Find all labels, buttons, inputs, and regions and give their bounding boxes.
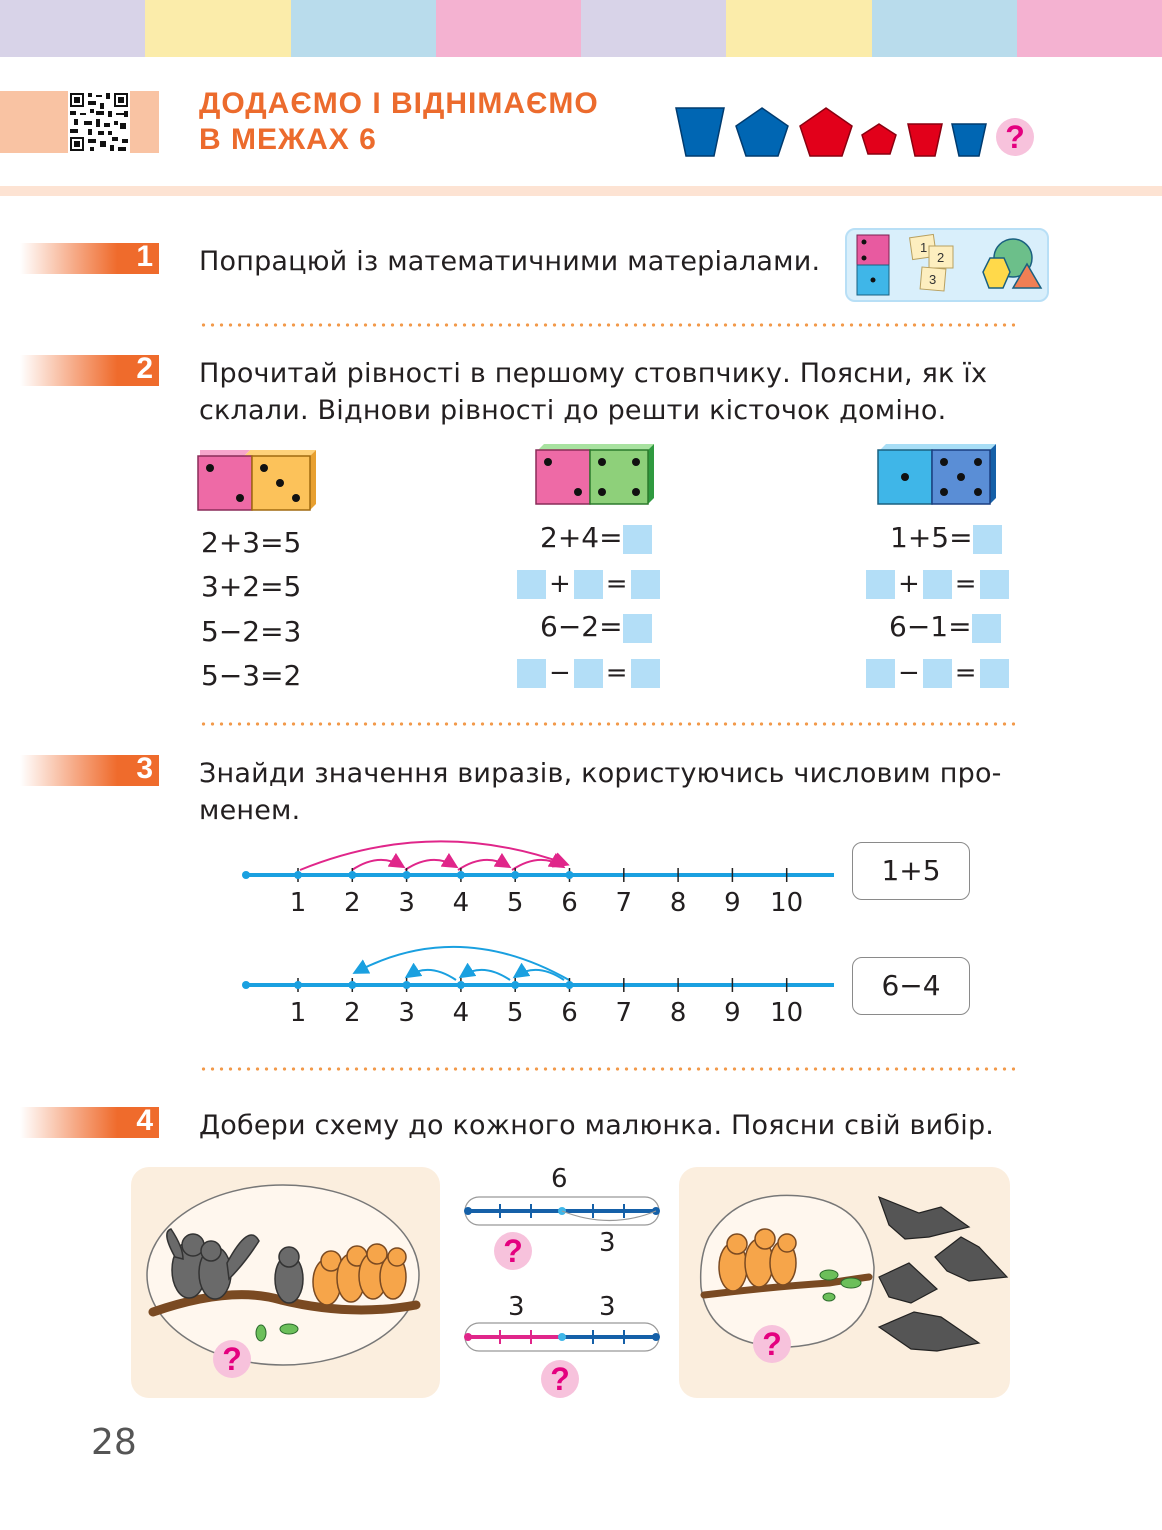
page-title-line1: ДОДАЄМО І ВІДНІМАЄМО — [199, 87, 599, 120]
task-1-number: 1 — [136, 240, 153, 273]
header-stripe — [145, 0, 290, 57]
domino-icon — [857, 235, 889, 295]
task-3-text — [199, 755, 1019, 829]
answer-box[interactable] — [923, 659, 952, 688]
number-line-point — [294, 981, 302, 989]
task-3-marker — [20, 752, 159, 786]
scheme-1-diagram — [460, 1194, 664, 1230]
expression-box-1: 1+5 — [852, 842, 970, 900]
number-line-point — [457, 981, 465, 989]
task-2-text — [199, 355, 1019, 429]
answer-box[interactable] — [623, 525, 652, 554]
page-title — [199, 86, 599, 158]
number-line-label: 8 — [669, 998, 687, 1028]
number-line-point — [457, 871, 465, 879]
task-3-text-line2: менем. — [199, 795, 301, 826]
number-line-point — [403, 981, 411, 989]
small-red-trapezoid-shape — [908, 124, 942, 156]
qr-code[interactable] — [68, 91, 130, 153]
header-stripe — [872, 0, 1017, 57]
number-line-point — [403, 871, 411, 879]
birds-picture-card-1[interactable] — [131, 1167, 440, 1398]
red-pentagon-shape — [800, 108, 852, 156]
question-mark-4: ? — [753, 1325, 791, 1363]
scheme-2-diagram — [460, 1320, 664, 1356]
task-4-marker — [20, 1104, 159, 1138]
equation-col1-2: 3+2=5 — [201, 570, 302, 603]
equation-col2-4 — [517, 655, 660, 690]
minus-sign: − — [898, 658, 920, 688]
answer-box[interactable] — [574, 659, 603, 688]
number-line-label: 7 — [615, 998, 633, 1028]
domino-1-5 — [876, 440, 1002, 508]
task-1-marker — [20, 240, 159, 274]
task-2-text-line2: склали. Віднови рівності до решти кісточок доміно. — [199, 395, 947, 426]
header-stripe — [291, 0, 436, 57]
plus-sign: + — [549, 569, 571, 599]
answer-box[interactable] — [980, 659, 1009, 688]
answer-box[interactable] — [631, 659, 660, 688]
equation-col3-2 — [866, 566, 1009, 601]
equation-col2-2 — [517, 566, 660, 601]
geometric-shapes-icon — [983, 239, 1041, 288]
equation-col2-3-text: 6−2= — [540, 610, 623, 643]
answer-box[interactable] — [623, 614, 652, 643]
number-line-label: 5 — [506, 888, 524, 918]
number-line-label: 2 — [344, 998, 361, 1028]
header-divider — [0, 186, 1162, 196]
birds-flying-away-illustration — [679, 1167, 1010, 1398]
number-line-label: 1 — [289, 888, 307, 918]
question-mark-1: ? — [213, 1340, 251, 1378]
header-stripe — [436, 0, 581, 57]
blue-trapezoid-shape — [676, 108, 724, 156]
divider-dots-2 — [199, 722, 1015, 726]
scheme-2-right: 3 — [599, 1292, 616, 1322]
equals-sign: = — [605, 569, 628, 599]
number-line-point — [511, 871, 519, 879]
answer-box[interactable] — [866, 659, 895, 688]
svg-text:2: 2 — [937, 250, 945, 265]
number-line-point — [348, 871, 356, 879]
task-2-number: 2 — [136, 352, 153, 385]
question-mark-3: ? — [541, 1360, 579, 1398]
answer-box[interactable] — [517, 659, 546, 688]
equation-col2-1 — [540, 521, 652, 555]
domino-2-4 — [534, 440, 660, 508]
equation-col3-3-text: 6−1= — [889, 610, 972, 643]
number-line-label: 1 — [289, 998, 307, 1028]
header-stripe — [581, 0, 726, 57]
task-2-marker — [20, 352, 159, 386]
answer-box[interactable] — [866, 570, 895, 599]
equation-col2-3 — [540, 610, 652, 644]
answer-box[interactable] — [980, 570, 1009, 599]
divider-dots-1 — [199, 323, 1015, 327]
number-line-point — [348, 981, 356, 989]
number-line-label: 4 — [452, 888, 470, 918]
scheme-1-total: 6 — [551, 1164, 568, 1194]
number-line-label: 10 — [770, 888, 804, 918]
blue-pentagon-shape — [736, 108, 788, 156]
answer-box[interactable] — [973, 525, 1002, 554]
number-line-1 — [236, 826, 842, 922]
page-title-line2: В МЕЖАХ 6 — [199, 123, 377, 156]
equation-col2-1-text: 2+4= — [540, 521, 623, 554]
header-stripe — [1017, 0, 1162, 57]
small-blue-trapezoid-shape — [952, 124, 986, 156]
number-line-label: 4 — [452, 998, 470, 1028]
equals-sign: = — [954, 658, 977, 688]
number-line-label: 2 — [344, 888, 361, 918]
header-color-stripes — [0, 0, 1162, 57]
expression-box-2: 6−4 — [852, 957, 970, 1015]
answer-box[interactable] — [631, 570, 660, 599]
number-line-point — [294, 871, 302, 879]
number-line-label: 6 — [561, 888, 578, 918]
answer-box[interactable] — [574, 570, 603, 599]
equation-col3-3 — [889, 610, 1001, 644]
divider-dots-3 — [199, 1067, 1015, 1071]
number-line-label: 5 — [506, 998, 524, 1028]
svg-text:3: 3 — [929, 272, 937, 287]
schemes-group — [460, 1162, 664, 1398]
number-line-point — [566, 981, 574, 989]
equation-col1-3: 5−2=3 — [201, 615, 302, 648]
svg-text:1: 1 — [920, 240, 928, 255]
header-stripe — [726, 0, 871, 57]
scheme-1-part: 3 — [599, 1228, 616, 1258]
number-line-label: 3 — [398, 888, 415, 918]
number-line-point — [511, 981, 519, 989]
number-line-label: 9 — [724, 888, 741, 918]
answer-box[interactable] — [517, 570, 546, 599]
task-4-text: Добери схему до кожного малюнка. Поясни свій вибір. — [199, 1110, 995, 1141]
equation-col3-1-text: 1+5= — [890, 521, 973, 554]
header-help-mark: ? — [996, 118, 1034, 156]
number-cards-icon — [910, 234, 953, 291]
domino-2-3 — [196, 446, 322, 514]
shape-sequence — [672, 104, 1044, 160]
task-3-number: 3 — [136, 752, 153, 785]
header-stripe — [0, 0, 145, 57]
equation-col1-4: 5−3=2 — [201, 659, 302, 692]
materials-card[interactable] — [845, 228, 1049, 302]
task-2-text-line1: Прочитай рівності в першому стовпчику. Поясни, як їх — [199, 358, 988, 389]
question-mark-2: ? — [494, 1232, 532, 1270]
equation-col1-1: 2+3=5 — [201, 526, 302, 559]
equation-col3-1 — [890, 521, 1002, 555]
scheme-2-left: 3 — [508, 1292, 525, 1322]
number-line-label: 8 — [669, 888, 687, 918]
equals-sign: = — [954, 569, 977, 599]
task-3-text-line1: Знайди значення виразів, користуючись числовим про- — [199, 758, 1002, 789]
birds-picture-card-2[interactable] — [679, 1167, 1010, 1398]
number-line-label: 9 — [724, 998, 741, 1028]
page-number: 28 — [91, 1422, 137, 1463]
number-line-2 — [236, 936, 842, 1032]
small-red-pentagon-shape — [862, 124, 896, 154]
number-line-point — [566, 871, 574, 879]
materials-illustration — [847, 230, 1047, 300]
birds-on-branch-illustration — [131, 1167, 440, 1398]
minus-sign: − — [549, 658, 571, 688]
number-line-label: 7 — [615, 888, 633, 918]
plus-sign: + — [898, 569, 920, 599]
number-line-label: 10 — [770, 998, 804, 1028]
number-line-label: 6 — [561, 998, 578, 1028]
number-line-label: 3 — [398, 998, 415, 1028]
answer-box[interactable] — [972, 614, 1001, 643]
answer-box[interactable] — [923, 570, 952, 599]
task-1-text: Попрацюй із математичними матеріалами. — [199, 246, 821, 277]
task-4-number: 4 — [136, 1104, 153, 1137]
equals-sign: = — [605, 658, 628, 688]
equation-col3-4 — [866, 655, 1009, 690]
